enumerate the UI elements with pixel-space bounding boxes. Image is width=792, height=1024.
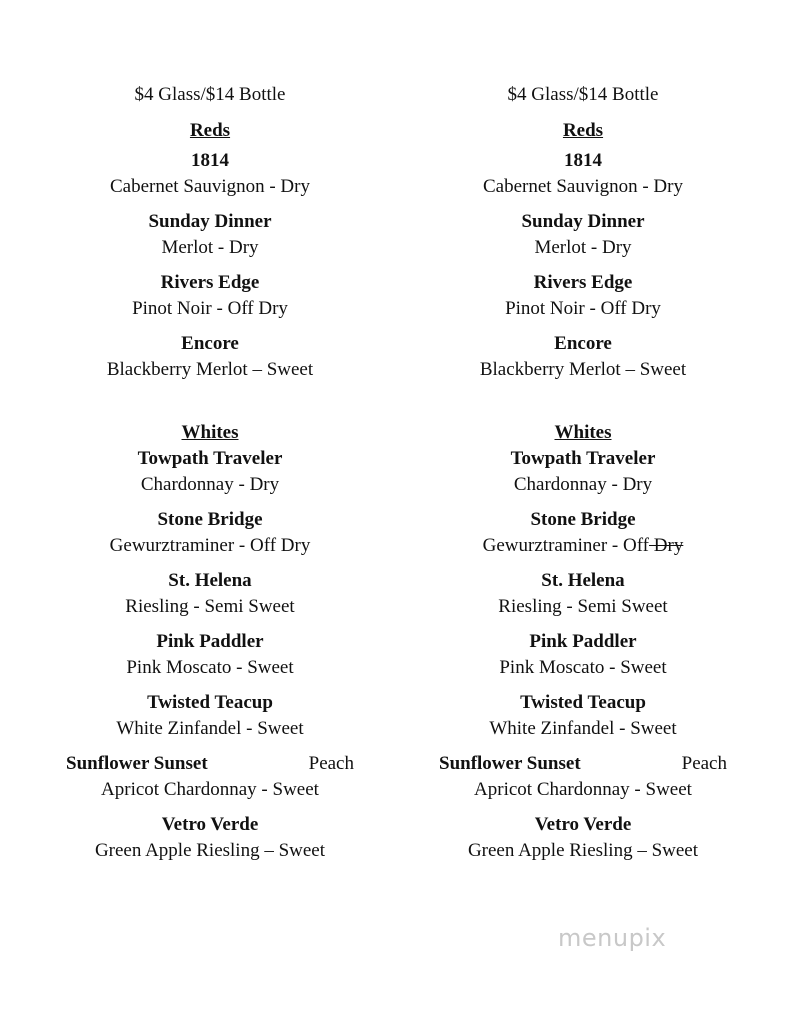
wine-name: Towpath Traveler <box>137 448 283 469</box>
wine-description: Cabernet Sauvignon - Dry <box>483 176 683 197</box>
wine-item <box>413 507 753 558</box>
wine-item <box>40 690 380 741</box>
section-title-reds: Reds <box>189 120 231 141</box>
wine-item <box>40 446 380 497</box>
wine-item <box>40 507 380 558</box>
wine-item <box>40 270 380 321</box>
wine-item <box>40 751 380 802</box>
wine-item <box>413 690 753 741</box>
wine-description: Pink Moscato - Sweet <box>499 657 667 678</box>
wine-description: Merlot - Dry <box>161 237 259 258</box>
wine-description: Merlot - Dry <box>534 237 632 258</box>
menu-column-left <box>40 80 380 863</box>
wine-name: 1814 <box>191 150 229 171</box>
wine-description: Green Apple Riesling – Sweet <box>467 840 699 861</box>
wine-description: Blackberry Merlot – Sweet <box>479 359 687 380</box>
section-title-reds: Reds <box>562 120 604 141</box>
wine-name: Sunday Dinner <box>521 211 645 232</box>
wine-item <box>40 629 380 680</box>
wine-name: St. Helena <box>168 570 252 591</box>
wine-description: Apricot Chardonnay - Sweet <box>101 779 319 800</box>
wine-name: Stone Bridge <box>157 509 263 530</box>
wine-item <box>40 209 380 260</box>
wine-name-row <box>40 751 380 777</box>
wine-item <box>40 331 380 382</box>
wine-name: Twisted Teacup <box>520 692 646 713</box>
wine-name: Pink Paddler <box>529 631 637 652</box>
wine-description: Chardonnay - Dry <box>513 474 653 495</box>
wine-name-row <box>413 751 753 777</box>
wine-description: Chardonnay - Dry <box>140 474 280 495</box>
section-title-whites: Whites <box>554 422 612 443</box>
wine-description: Riesling - Semi Sweet <box>125 596 295 617</box>
wine-description: Pink Moscato - Sweet <box>126 657 294 678</box>
wine-description-text: Gewurztraminer - Off <box>482 535 650 556</box>
wine-description <box>413 533 753 558</box>
wine-description: Gewurztraminer - Off Dry <box>109 535 311 556</box>
wine-item <box>413 148 753 199</box>
wine-item <box>413 629 753 680</box>
wine-name: Sunflower Sunset <box>439 753 581 774</box>
wine-description: Blackberry Merlot – Sweet <box>106 359 314 380</box>
wine-name: Pink Paddler <box>156 631 264 652</box>
watermark-logo: menupix <box>558 924 667 952</box>
wine-description: Riesling - Semi Sweet <box>498 596 668 617</box>
wine-item <box>413 209 753 260</box>
wine-item <box>40 812 380 863</box>
wine-description: Apricot Chardonnay - Sweet <box>474 779 692 800</box>
wine-description: Cabernet Sauvignon - Dry <box>110 176 310 197</box>
wine-item <box>40 568 380 619</box>
wine-description: White Zinfandel - Sweet <box>489 718 677 739</box>
wine-name: Stone Bridge <box>530 509 636 530</box>
wine-name: Sunflower Sunset <box>66 753 208 774</box>
wine-item <box>413 331 753 382</box>
wine-name: Vetro Verde <box>534 814 632 835</box>
wine-item <box>40 148 380 199</box>
wine-name: Encore <box>554 333 612 354</box>
wine-name: Vetro Verde <box>161 814 259 835</box>
wine-item <box>413 751 753 802</box>
wine-name: Towpath Traveler <box>510 448 656 469</box>
wine-description: Pinot Noir - Off Dry <box>505 298 661 319</box>
wine-item <box>413 568 753 619</box>
wine-item <box>413 812 753 863</box>
wine-description: White Zinfandel - Sweet <box>116 718 304 739</box>
wine-flavor-note: Peach <box>308 753 354 774</box>
wine-name: St. Helena <box>541 570 625 591</box>
wine-description: Pinot Noir - Off Dry <box>132 298 288 319</box>
wine-flavor-note: Peach <box>681 753 727 774</box>
wine-name: 1814 <box>564 150 602 171</box>
menu-column-right <box>413 80 753 863</box>
struck-text: Dry <box>649 535 684 556</box>
section-title-whites: Whites <box>181 422 239 443</box>
wine-name: Encore <box>181 333 239 354</box>
price-line: $4 Glass/$14 Bottle <box>134 84 286 105</box>
wine-item <box>413 270 753 321</box>
wine-name: Sunday Dinner <box>148 211 272 232</box>
wine-name: Rivers Edge <box>160 272 260 293</box>
wine-name: Twisted Teacup <box>147 692 273 713</box>
wine-item <box>413 446 753 497</box>
price-line: $4 Glass/$14 Bottle <box>507 84 659 105</box>
wine-name: Rivers Edge <box>533 272 633 293</box>
wine-description: Green Apple Riesling – Sweet <box>94 840 326 861</box>
